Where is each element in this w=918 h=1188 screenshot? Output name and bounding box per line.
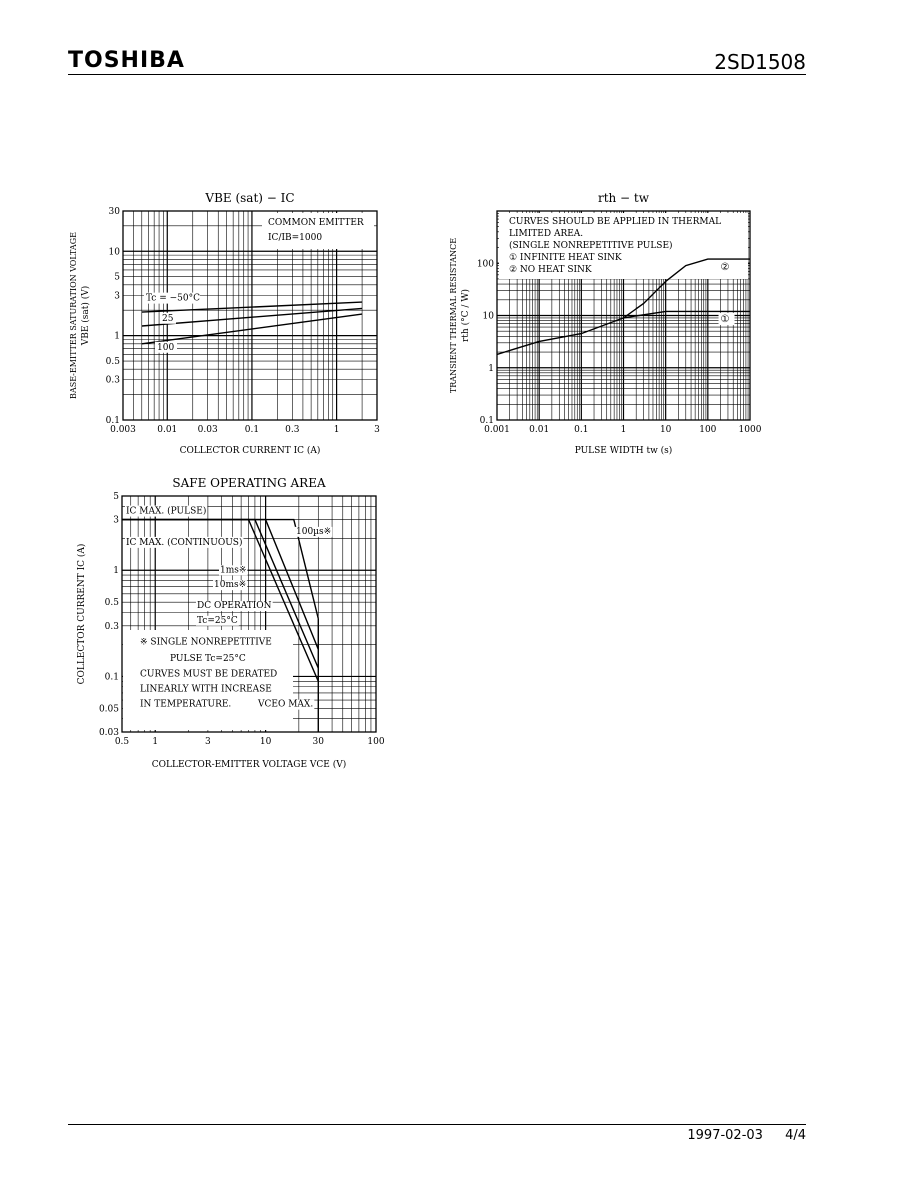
x-tick-label: 0.01 [529, 425, 550, 435]
footer-date: 1997-02-03 [687, 1128, 763, 1143]
x-axis-label: COLLECTOR CURRENT IC (A) [179, 446, 321, 456]
y-tick-label: 0.1 [479, 416, 494, 426]
x-tick-label: 10 [659, 425, 672, 435]
y-tick-label: 3 [113, 515, 119, 526]
y-axis-label-unit: VBE (sat) (V) [81, 285, 91, 346]
annotation-text: COMMON EMITTER [268, 218, 364, 228]
annotation-text: VCEO MAX. [258, 699, 314, 710]
x-tick-label: 1 [333, 425, 340, 435]
y-tick-label: 0.05 [98, 704, 119, 715]
vbe-sat-vs-ic-chart [60, 185, 400, 465]
annotation-text: IC/IB=1000 [268, 233, 323, 243]
annotation-text: ① INFINITE HEAT SINK [509, 253, 622, 263]
y-tick-label: 5 [114, 272, 120, 283]
chart-title: SAFE OPERATING AREA [172, 476, 326, 490]
annotation-text: ※ SINGLE NONREPETITIVE [140, 637, 272, 648]
series-label: ② [720, 261, 730, 273]
y-axis-label: TRANSIENT THERMAL RESISTANCE [449, 237, 458, 394]
y-tick-label: 1 [113, 566, 119, 577]
x-tick-label: 100 [367, 737, 385, 747]
y-tick-label: 0.3 [105, 375, 120, 386]
y-tick-label: 0.03 [98, 728, 119, 738]
footer [669, 1128, 806, 1143]
x-tick-label: 3 [205, 737, 211, 747]
annotation-text: IC MAX. (CONTINUOUS) [126, 537, 243, 548]
y-tick-label: 5 [113, 492, 119, 502]
x-tick-label: 0.03 [197, 425, 218, 435]
x-tick-label: 30 [312, 737, 325, 747]
y-axis-label: COLLECTOR CURRENT IC (A) [77, 543, 87, 685]
series-label: Tc = −50°C [146, 293, 200, 304]
annotation-text: 1ms※ [220, 565, 247, 576]
x-tick-label: 1000 [738, 425, 762, 435]
x-tick-label: 0.1 [244, 425, 260, 435]
annotation-text: IN TEMPERATURE. [140, 699, 232, 710]
chart-title: VBE (sat) − IC [205, 191, 295, 205]
x-tick-label: 10 [259, 737, 272, 747]
annotation-text: 10ms※ [214, 580, 247, 591]
annotation-text: Tc=25°C [197, 615, 238, 626]
annotation-text: PULSE Tc=25°C [170, 653, 246, 664]
rth-vs-tw-chart [440, 185, 780, 465]
footer-rule [68, 1124, 806, 1125]
y-tick-label: 3 [114, 291, 120, 302]
footer-page: 4/4 [785, 1128, 806, 1143]
annotation-text: DC OPERATION [197, 601, 272, 612]
x-tick-label: 0.3 [285, 425, 300, 435]
y-tick-label: 0.1 [104, 672, 119, 683]
x-tick-label: 0.001 [484, 425, 510, 435]
x-tick-label: 0.1 [574, 425, 589, 435]
y-tick-label: 10 [108, 247, 120, 258]
annotation-text: LIMITED AREA. [509, 229, 584, 239]
x-tick-label: 1 [620, 425, 627, 435]
annotation-text: LINEARLY WITH INCREASE [140, 684, 272, 695]
x-tick-label: 3 [374, 425, 380, 435]
x-tick-label: 1 [152, 737, 159, 747]
y-tick-label: 1 [114, 331, 120, 342]
y-axis-label: BASE-EMITTER SATURATION VOLTAGE [69, 232, 78, 399]
annotation-text: CURVES SHOULD BE APPLIED IN THERMAL [509, 217, 722, 227]
part-number: 2SD1508 [714, 50, 806, 74]
x-axis-label: COLLECTOR-EMITTER VOLTAGE VCE (V) [151, 760, 347, 770]
series-label: ① [720, 314, 730, 326]
x-axis-label: PULSE WIDTH tw (s) [574, 446, 673, 456]
y-tick-label: 1 [488, 363, 494, 374]
x-tick-label: 0.003 [110, 425, 136, 435]
annotation-text: CURVES MUST BE DERATED [140, 669, 278, 680]
x-tick-label: 100 [699, 425, 717, 435]
x-tick-label: 0.5 [114, 737, 130, 747]
y-tick-label: 30 [108, 207, 120, 217]
safe-operating-area-chart [70, 470, 400, 775]
y-axis-label-unit: rth (°C / W) [461, 289, 471, 342]
annotation-text: (SINGLE NONREPETITIVE PULSE) [509, 241, 673, 251]
annotation-text: IC MAX. (PULSE) [126, 506, 207, 517]
series-label: 100 [157, 342, 175, 353]
annotation-text: ② NO HEAT SINK [509, 265, 592, 275]
y-tick-label: 0.5 [105, 357, 120, 368]
y-tick-label: 10 [482, 311, 494, 322]
annotation-text: 100µs※ [296, 526, 332, 537]
x-tick-label: 0.01 [157, 425, 178, 435]
y-tick-label: 0.1 [105, 416, 120, 426]
y-tick-label: 100 [476, 259, 494, 270]
brand-logo: TOSHIBA [68, 48, 185, 73]
header-rule [68, 74, 806, 75]
y-tick-label: 0.3 [104, 621, 119, 632]
series-label: 25 [162, 313, 174, 324]
y-tick-label: 0.5 [104, 598, 119, 609]
chart-title: rth − tw [597, 191, 650, 205]
